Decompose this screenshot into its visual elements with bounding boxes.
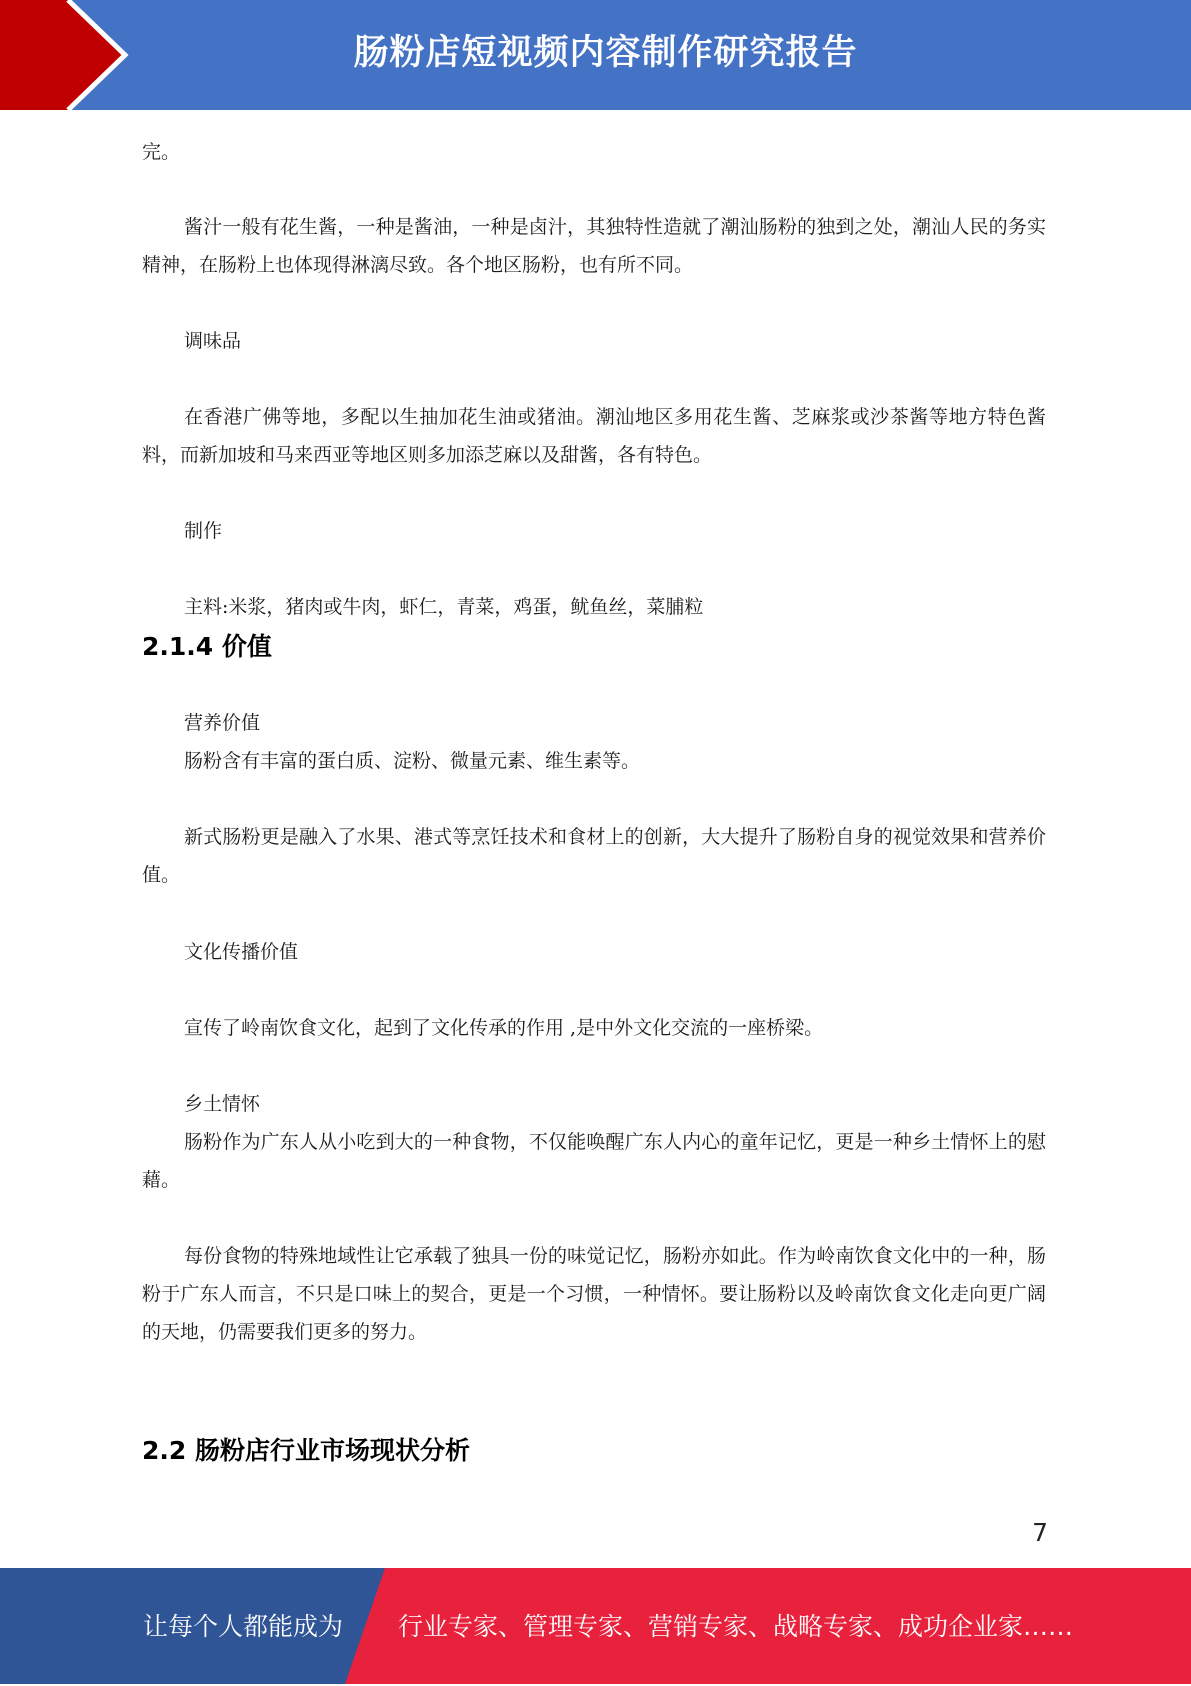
paragraph: 酱汁一般有花生酱，一种是酱油，一种是卤汁，其独特性造就了潮汕肠粉的独到之处，潮汕人民的务实精神，在肠粉上也体现得淋漓尽致。各个地区肠粉，也有所不同。 bbox=[142, 216, 1046, 276]
paragraph: 完。 bbox=[142, 141, 181, 163]
paragraph: 肠粉作为广东人从小吃到大的一种食物，不仅能唤醒广东人内心的童年记忆，更是一种乡土情怀上的慰藉。 bbox=[142, 1131, 1046, 1191]
paragraph: 在香港广佛等地，多配以生抽加花生油或猪油。潮汕地区多用花生酱、芝麻浆或沙茶酱等地方特色酱料，而新加坡和马来西亚等地区则多加添芝麻以及甜酱，各有特色。 bbox=[142, 406, 1046, 466]
paragraph-subheading: 调味品 bbox=[184, 330, 242, 352]
page-footer bbox=[0, 1568, 1191, 1684]
paragraph: 肠粉含有丰富的蛋白质、淀粉、微量元素、维生素等。 bbox=[184, 750, 641, 772]
paragraph: 主料:米浆，猪肉或牛肉，虾仁，青菜，鸡蛋，鱿鱼丝，菜脯粒 bbox=[184, 596, 704, 618]
page-number: 7 bbox=[1032, 1518, 1048, 1547]
paragraph-subheading: 营养价值 bbox=[184, 712, 261, 734]
paragraph: 每份食物的特殊地域性让它承载了独具一份的味觉记忆，肠粉亦如此。作为岭南饮食文化中的一种，肠粉于广东人而言，不只是口味上的契合，更是一个习惯，一种情怀。要让肠粉以及岭南饮食文化走向更广阔的天地，仍需要我们更多的努力。 bbox=[142, 1245, 1046, 1343]
paragraph: 新式肠粉更是融入了水果、港式等烹饪技术和食材上的创新，大大提升了肠粉自身的视觉效果和营养价值。 bbox=[142, 826, 1046, 886]
paragraph-subheading: 乡土情怀 bbox=[184, 1093, 261, 1115]
footer-slogan-right: 行业专家、管理专家、营销专家、战略专家、成功企业家…… bbox=[398, 1612, 1074, 1641]
section-heading: 2.2 肠粉店行业市场现状分析 bbox=[142, 1436, 470, 1465]
page-header bbox=[0, 0, 1191, 110]
footer-slogan-left: 让每个人都能成为 bbox=[143, 1612, 344, 1641]
paragraph-subheading: 制作 bbox=[184, 520, 223, 542]
document-title: 肠粉店短视频内容制作研究报告 bbox=[353, 33, 858, 73]
section-heading: 2.1.4 价值 bbox=[142, 632, 272, 661]
paragraph: 宣传了岭南饮食文化，起到了文化传承的作用 ,是中外文化交流的一座桥梁。 bbox=[184, 1017, 824, 1039]
paragraph-subheading: 文化传播价值 bbox=[184, 941, 299, 963]
